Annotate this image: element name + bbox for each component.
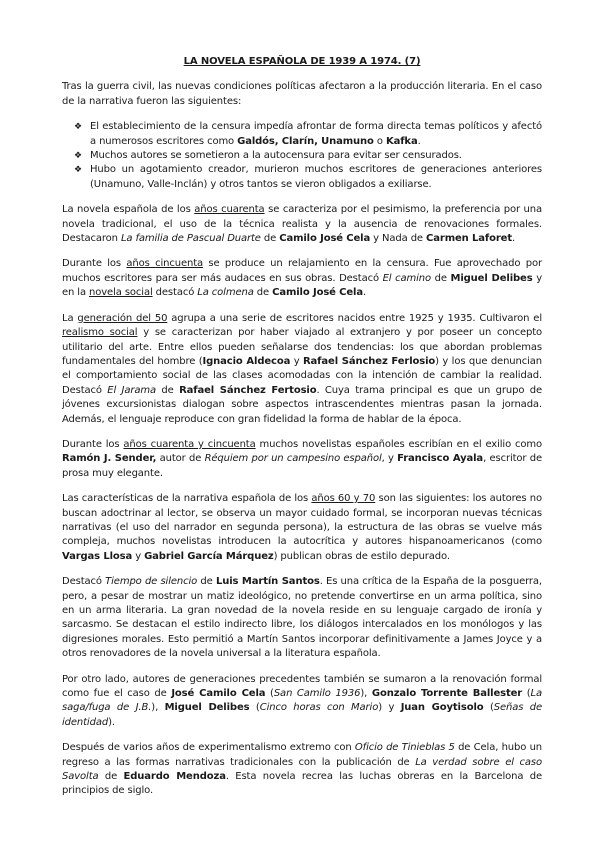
text-segment: ( bbox=[483, 702, 494, 714]
text-segment: ) y bbox=[378, 702, 401, 714]
text-segment: son las siguientes: los autores no buscan adoctrinar al lector, se observa un mayor cuidado formal, se incorporan nuevas técnicas narrativas (el uso del narrador en segunda persona), la estructura de las obras se vuelve más compleja, muchos novelistas introducen la autocrítica y autores hispanoamericanos (como bbox=[62, 493, 542, 548]
text-segment: ), bbox=[151, 702, 165, 714]
body-paragraph bbox=[62, 312, 542, 427]
text-segment: de bbox=[430, 272, 451, 284]
body-paragraph bbox=[62, 575, 542, 661]
italic-text: Tiempo de silencio bbox=[105, 576, 198, 588]
text-segment: se produce un relajamiento en la censura. Fue aprovechado por muchos escritores para ser más audaces en sus obras. Destacó bbox=[62, 258, 542, 284]
text-segment: Durante los bbox=[62, 258, 127, 270]
bold-text: Miguel Delibes bbox=[164, 702, 250, 714]
bold-text: Galdós, Clarín, Unamuno bbox=[237, 135, 374, 147]
underlined-text: generación del 50 bbox=[77, 312, 168, 324]
bold-text: Camilo José Cela bbox=[279, 233, 371, 245]
bold-text: Rafael Sánchez Fertosio bbox=[179, 384, 317, 396]
italic-text: San Camilo 1936 bbox=[273, 688, 361, 700]
text-segment: . Es una crítica de la España de la posguerra, pero, a pesar de mostrar un matiz ideológico, no pretende convertirse en un arma política, sino en un arma literaria. La gran novedad de la novela reside en su lenguaje cargado de ironía y sarcasmo. Se destacan el estilo indirecto libre, los diálogos intercalados en los monólogos y las digresiones morales. Esto permitió a Martín Santos incorporar definitivamente a James Joyce y a otros renovadores de la novela universal a la literatura española. bbox=[62, 576, 542, 660]
italic-text: La colmena bbox=[197, 287, 254, 299]
bold-text: Vargas Llosa bbox=[62, 550, 133, 562]
text-segment: agrupa a una serie de escritores nacidos entre 1925 y 1935. Cultivaron el bbox=[167, 312, 542, 324]
italic-text: La familia de Pascual Duarte bbox=[120, 233, 261, 245]
text-segment: Durante los bbox=[62, 438, 124, 450]
bold-text: Gabriel García Márquez bbox=[144, 550, 274, 562]
text-segment: y bbox=[132, 550, 145, 562]
text-segment: ( bbox=[249, 702, 260, 714]
underlined-text: años cincuenta bbox=[126, 258, 204, 270]
italic-text: Oficio de Tinieblas 5 bbox=[354, 742, 455, 754]
text-segment: El establecimiento de la censura impedía afrontar de forma directa temas políticos y afectó a numerosos escritores como bbox=[90, 121, 542, 147]
text-segment: de Cela, hubo un regreso a las formas narrativas tradicionales con la publicación de bbox=[62, 742, 543, 768]
diamond-bullet-icon: ❖ bbox=[74, 165, 82, 176]
underlined-text: años 60 y 70 bbox=[311, 493, 376, 505]
body-paragraph bbox=[62, 203, 542, 246]
text-segment: . Cuya trama principal es que un grupo de jóvenes excursionistas dialogan sobre aspectos intrascendentes mientras pasan la jornada. Además, el lenguaje reproduce con gran fidelidad la forma de hablar de la época. bbox=[62, 384, 542, 425]
text-segment: autor de bbox=[156, 453, 205, 465]
bold-text: Ramón J. Sender, bbox=[62, 453, 157, 465]
text-segment: de bbox=[260, 233, 280, 245]
body-paragraph bbox=[62, 741, 542, 799]
bold-text: Carmen Laforet bbox=[426, 233, 513, 245]
text-segment: Destacó bbox=[62, 576, 106, 588]
text-segment: ) publican obras de estilo depurado. bbox=[273, 550, 450, 562]
text-segment: ( bbox=[522, 688, 531, 700]
diamond-bullet-icon: ❖ bbox=[74, 151, 82, 162]
text-segment: destacó bbox=[152, 287, 198, 299]
bullet-item bbox=[74, 120, 542, 149]
text-segment: La novela española de los bbox=[62, 204, 195, 216]
bullet-list bbox=[62, 120, 542, 192]
bold-text: José Camilo Cela bbox=[171, 688, 266, 700]
bold-text: Camilo José Cela bbox=[272, 287, 363, 299]
underlined-text: años cuarenta y cincuenta bbox=[123, 438, 256, 450]
text-segment: ) y los que denuncian el comportamiento social de las clases acomodadas con la intención de cambiar la realidad. Destacó bbox=[62, 355, 543, 396]
text-segment: ). bbox=[108, 716, 115, 728]
text-segment: de bbox=[197, 576, 216, 588]
text-segment: y Nada de bbox=[370, 233, 427, 245]
bold-text: Juan Goytisolo bbox=[400, 702, 484, 714]
bullet-item bbox=[74, 149, 542, 163]
body-paragraph bbox=[62, 673, 542, 731]
text-segment: y se caracterizan por haber viajado al extranjero y por poseer un concepto utilitario del arte. Entre ellos pueden señalarse dos tendencias: los que abordan problemas fundamentales del hombre ( bbox=[62, 327, 543, 367]
text-segment: y en la bbox=[62, 272, 542, 299]
italic-text: La verdad sobre el caso Savolta bbox=[62, 756, 542, 783]
text-segment: . Esta novela recrea las luchas obreras en la Barcelona de principios de siglo. bbox=[62, 771, 542, 797]
text-segment: . bbox=[417, 135, 421, 147]
text-segment: de bbox=[98, 771, 124, 783]
bold-text: Miguel Delibes bbox=[450, 272, 533, 284]
body-paragraphs bbox=[62, 203, 542, 799]
text-segment: Muchos autores se sometieron a la autocensura para evitar ser censurados. bbox=[90, 150, 462, 162]
italic-text: El camino bbox=[382, 272, 431, 284]
document-page bbox=[62, 55, 542, 810]
text-segment: se caracteriza por el pesimismo, la preferencia por una novela tradicional, el uso de la técnica realista y la ausencia de renovaciones formales. Destacaron bbox=[62, 204, 542, 245]
bold-text: Eduardo Mendoza bbox=[123, 771, 226, 783]
underlined-text: años cuarenta bbox=[194, 204, 265, 216]
text-segment: o bbox=[373, 135, 386, 147]
underlined-text: novela social bbox=[89, 287, 153, 299]
bold-text: Ignacio Aldecoa bbox=[202, 355, 291, 367]
text-segment: de bbox=[156, 384, 180, 396]
text-segment: La bbox=[62, 312, 78, 324]
italic-text: Cinco horas con Mario bbox=[259, 702, 379, 714]
text-segment: ( bbox=[265, 688, 274, 700]
text-segment: Después de varios años de experimentalismo extremo con bbox=[62, 742, 355, 754]
text-segment: Las características de la narrativa española de los bbox=[62, 493, 312, 505]
bold-text: Kafka bbox=[385, 135, 418, 147]
text-segment: y bbox=[290, 355, 303, 367]
text-segment: , y bbox=[381, 453, 398, 465]
text-segment: muchos novelistas españoles escribían en el exilio como bbox=[255, 438, 542, 450]
bold-text: Rafael Sánchez Ferlosio bbox=[302, 355, 436, 367]
italic-text: El Jarama bbox=[107, 384, 157, 396]
text-segment: ), bbox=[360, 688, 372, 700]
diamond-bullet-icon: ❖ bbox=[74, 122, 82, 133]
text-segment: de bbox=[253, 287, 273, 299]
bold-text: Gonzalo Torrente Ballester bbox=[371, 688, 523, 700]
italic-text: Réquiem por un campesino español bbox=[204, 453, 382, 465]
intro-paragraph: Tras la guerra civil, las nuevas condiciones políticas afectaron a la producción literaria. En el caso de la narrativa fueron las siguientes: bbox=[62, 81, 542, 107]
bold-text: Francisco Ayala bbox=[397, 453, 484, 465]
bold-text: Luis Martín Santos bbox=[215, 576, 320, 588]
underlined-text: realismo social bbox=[62, 327, 138, 339]
text-segment: , escritor de prosa muy elegante. bbox=[62, 453, 542, 479]
body-paragraph bbox=[62, 257, 542, 300]
italic-text: Señas de identidad bbox=[62, 702, 543, 728]
body-paragraph bbox=[62, 438, 542, 481]
body-paragraph bbox=[62, 492, 542, 564]
bullet-item bbox=[74, 163, 542, 192]
text-segment: . bbox=[512, 233, 516, 245]
text-segment: . bbox=[363, 287, 367, 299]
text-segment: Hubo un agotamiento creador, murieron muchos escritores de generaciones anteriores (Unamuno, Valle-Inclán) y otros tantos se vieron obligados a exiliarse. bbox=[90, 164, 542, 190]
text-segment: Por otro lado, autores de generaciones precedentes también se sumaron a la renovación formal como fue el caso de bbox=[62, 673, 542, 700]
italic-text: La saga/fuga de J.B. bbox=[62, 688, 542, 714]
document-title: LA NOVELA ESPAÑOLA DE 1939 A 1974. (7) bbox=[183, 56, 421, 67]
